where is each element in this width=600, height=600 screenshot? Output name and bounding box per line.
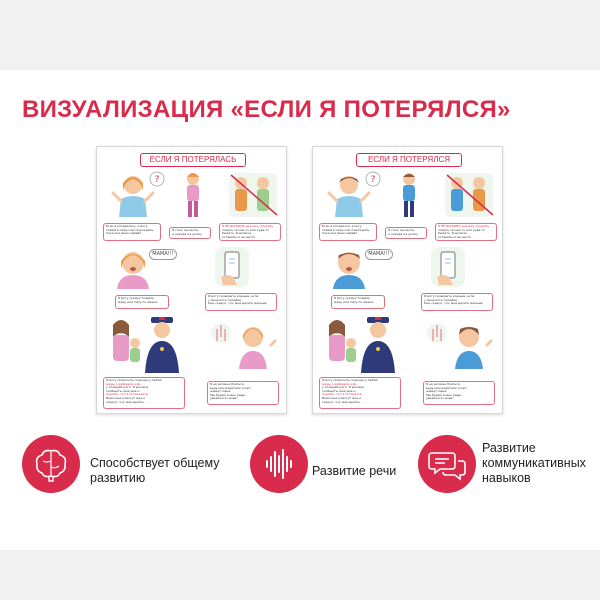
poster-boy[interactable] xyxy=(312,146,503,414)
caption-do-not-run: Я НЕ ДОЛЖЕН кричать, плакать, ходить за кем-то или куда-то бежать. Я должен оставаться на месте. xyxy=(435,223,497,241)
confused-girl-figure xyxy=(113,176,153,217)
call-mom-bubble: МАМА!!! xyxy=(365,249,393,260)
call-mom-bubble: МАМА!!! xyxy=(149,249,177,260)
mother-and-police-illustration xyxy=(321,315,407,373)
caption-do-not-be-afraid: Я не должна бояться, ведь мои родители скоро найдут меня. Мы будем очень рады увидеться снова! xyxy=(207,381,279,405)
row1-illustration xyxy=(327,171,497,219)
caption-call-loudly: Я могу громко позвать маму или папу по имени. xyxy=(331,295,385,309)
feature-label: Развитие коммуникативных навыков xyxy=(482,441,586,485)
poster-title: ЕСЛИ Я ПОТЕРЯЛАСЬ xyxy=(140,153,246,167)
mother-with-child-figure xyxy=(329,320,356,362)
feature-label: Развитие речи xyxy=(312,464,397,478)
caption-ask-for-help: Я могу попросить помощи у любой мамы с ребёнком или у полицейского. Я должна сообщить свое имя и сказать, что я потерялась. Взрослые помогут мне и скажут, что мне делать. xyxy=(103,377,185,409)
reunion-illustration xyxy=(209,319,279,369)
crossed-out-crying-figures xyxy=(229,173,277,217)
caption-ask-for-help: Я могу попросить помощи у любой мамы с ребёнком или у полицейского. Я должен сообщить свое имя и сказать, что я потерялся. Взрослые помогут мне и скажут, что мне делать. xyxy=(319,377,401,409)
mother-and-police-illustration xyxy=(105,315,191,373)
feature-label: Способствует общему развитию xyxy=(90,456,220,485)
confused-boy-figure xyxy=(329,176,369,217)
mother-with-child-figure xyxy=(113,320,140,362)
police-officer-figure xyxy=(145,317,179,373)
page-title: ВИЗУАЛИЗАЦИЯ «ЕСЛИ Я ПОТЕРЯЛСЯ» xyxy=(22,96,511,123)
caption-do-not-be-afraid: Я не должен бояться, ведь мои родители скоро найдут меня. Мы будем очень рады увидеться снова! xyxy=(423,381,495,405)
caption-stay-in-place: Я стою на месте и никуда не ухожу. xyxy=(169,227,211,239)
phone-in-hand-icon xyxy=(215,247,249,287)
police-officer-figure xyxy=(361,317,395,373)
caption-do-not-run: Я НЕ ДОЛЖНА кричать, плакать, ходить за кем-то или куда-то бежать. Я должна оставаться на месте. xyxy=(219,223,281,241)
caption-stay-in-place: Я стою на месте и никуда не ухожу. xyxy=(385,227,427,239)
svg-text:?: ? xyxy=(154,175,160,185)
caption-wait-for-mom: Если я потерялась, я могу позвать маму или подождать, пока она меня найдёт. xyxy=(103,223,161,241)
phone-in-hand-icon xyxy=(431,247,465,287)
question-bubble xyxy=(150,172,164,186)
caption-phone-relatives: Я могу позвонить родным, если у меня есть телефон. Они скажут, что мне делать дальше. xyxy=(205,293,277,311)
reunion-illustration xyxy=(425,319,495,369)
poster-girl[interactable] xyxy=(96,146,287,414)
voice-wave-icon xyxy=(250,435,308,493)
brain-icon xyxy=(22,435,80,493)
caption-phone-relatives: Я могу позвонить родным, если у меня есть телефон. Они скажут, что мне делать дальше. xyxy=(421,293,493,311)
question-bubble xyxy=(366,172,380,186)
poster-title: ЕСЛИ Я ПОТЕРЯЛСЯ xyxy=(356,153,462,167)
standing-boy-figure xyxy=(403,173,415,217)
crossed-out-crying-figures xyxy=(445,173,493,217)
svg-text:?: ? xyxy=(370,175,376,185)
chat-bubbles-icon xyxy=(418,435,476,493)
row1-illustration xyxy=(111,171,281,219)
caption-wait-for-mom: Если я потерялся, я могу позвать маму или подождать, пока она меня найдёт. xyxy=(319,223,377,241)
standing-girl-figure xyxy=(187,173,199,217)
caption-call-loudly: Я могу громко позвать маму или папу по имени. xyxy=(115,295,169,309)
